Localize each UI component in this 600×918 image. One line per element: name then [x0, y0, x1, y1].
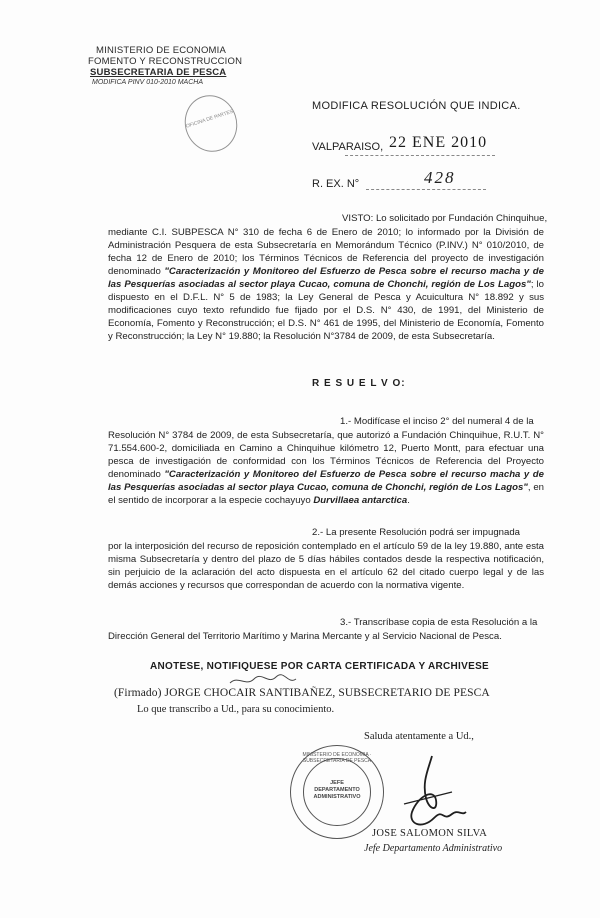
- round-stamp-ring-text: MINISTERIO DE ECONOMIA · SUBSECRETARIA DE PESCA: [302, 752, 372, 764]
- item1-project-title: "Caracterización y Monitoreo del Esfuerzo de Pesca sobre el recurso macha y de las Pesquerías asociadas al sector playa Cucao, comuna de Chonchi, región de Los Lagos": [108, 469, 544, 493]
- item2-text: por la interposición del recurso de reposición contemplado en el artículo 59 de la ley 19.880, ante esta misma Subsecretaría y dentro del plazo de 5 días hábiles contados desde la respectiva notificación, sin perjuicio de la aclaración del acto dispuesta en el artículo 62 del citado cuerpo legal y de las demás acciones y recursos que correspondan de acuerdo con la normativa vigente.: [108, 541, 544, 591]
- item3-paragraph: [108, 630, 544, 643]
- item3-lead: 3.- Transcríbase copia de esta Resolución a la: [340, 617, 538, 628]
- date-underline: [345, 155, 495, 156]
- item1-text-1: Resolución N° 3784 de 2009, de esta Subsecretaría, que autorizó a Fundación Chinquihue, R.U.T. N° 71.554.600-2, domiciliada en Camino a Chinquihue kilómetro 12, Puerto Montt, para efectuar una pesca de investigación de conformidad con los Términos Técnicos de Referencia del Proyecto denominado: [108, 430, 544, 480]
- signer-name: JOSE SALOMON SILVA: [372, 828, 488, 839]
- item1-paragraph: [108, 429, 544, 507]
- item2-paragraph: [108, 540, 544, 592]
- visto-text-2: ; lo dispuesto en el D.F.L. N° 5 de 1983; la Ley General de Pesca y Acuicultura N° 18.892 y sus modificaciones cuyo texto refundido fue fijado por el D.S. N° 430, de 1991, del Ministerio de Economía, Fomento y Reconstrucción; el D.S. N° 461 de 1995, del Ministerio de Economía, Fomento y Reconstrucción; la Ley N° 19.880; la Resolución N°3784 de 2009, de esta Subsecretaría.: [108, 279, 544, 342]
- visto-lead: VISTO: Lo solicitado por Fundación Chinquihue,: [342, 213, 548, 224]
- item1-lead: 1.- Modifícase el inciso 2° del numeral 4 de la: [340, 416, 534, 427]
- handwritten-signature: [392, 752, 472, 837]
- item3-text: Dirección General del Territorio Marítimo y Marina Mercante y al Servicio Nacional de Pesca.: [108, 631, 502, 642]
- visto-paragraph: [108, 226, 544, 343]
- visto-project-title: "Caracterización y Monitoreo del Esfuerzo de Pesca sobre el recurso macha y de las Pesquerías asociadas al sector playa Cucao, comuna de Chonchi, región de Los Lagos": [108, 266, 544, 290]
- place: VALPARAISO,: [312, 141, 384, 153]
- resuelvo-heading: R E S U E L V O:: [312, 378, 406, 389]
- number-underline: [366, 189, 486, 190]
- stamped-date: 22 ENE 2010: [389, 134, 488, 151]
- office-stamp-text: OFICINA DE PARTES: [185, 108, 234, 130]
- anotese-line: ANOTESE, NOTIFIQUESE POR CARTA CERTIFICADA Y ARCHIVESE: [150, 661, 490, 672]
- resolution-number: 428: [424, 168, 456, 187]
- item1-species: Durvillaea antarctica: [313, 495, 408, 506]
- ministry-line2: FOMENTO Y RECONSTRUCCION: [88, 56, 243, 67]
- resolution-label: R. EX. N°: [312, 178, 360, 190]
- item1-text-2: , en el sentido de incorporar a la especie cochayuyo: [108, 482, 544, 506]
- round-stamp-center-text: JEFE DEPARTAMENTO ADMINISTRATIVO: [313, 780, 361, 800]
- reference-line: MODIFICA PINV 010-2010 MACHA: [92, 79, 203, 86]
- item2-lead: 2.- La presente Resolución podrá ser impugnada: [312, 527, 520, 538]
- ministry-line1: MINISTERIO DE ECONOMIA: [96, 45, 227, 56]
- subsecretaria-name: SUBSECRETARIA DE PESCA: [90, 67, 227, 78]
- saluda-line: Saluda atentamente a Ud.,: [364, 731, 474, 742]
- signer-title: Jefe Departamento Administrativo: [364, 843, 503, 854]
- official-round-stamp: [290, 745, 384, 839]
- office-stamp: [177, 88, 244, 158]
- document-title: MODIFICA RESOLUCIÓN QUE INDICA.: [312, 100, 521, 112]
- visto-text-1: mediante C.I. SUBPESCA N° 310 de fecha 6 de Enero de 2010; lo informado por la División de Administración Pesquera de esta Subsecretaría en Memorándum Técnico (P.INV.) N° 010/2010, de fecha 12 de Enero de 2010; los Términos Técnicos de Referencia del proyecto de investigación denominado: [108, 227, 544, 277]
- firmado-line: (Firmado) JORGE CHOCAIR SANTIBAÑEZ, SUBSECRETARIO DE PESCA: [114, 687, 490, 699]
- transcribe-line: Lo que transcribo a Ud., para su conocimiento.: [137, 704, 335, 715]
- item1-end: .: [407, 495, 410, 506]
